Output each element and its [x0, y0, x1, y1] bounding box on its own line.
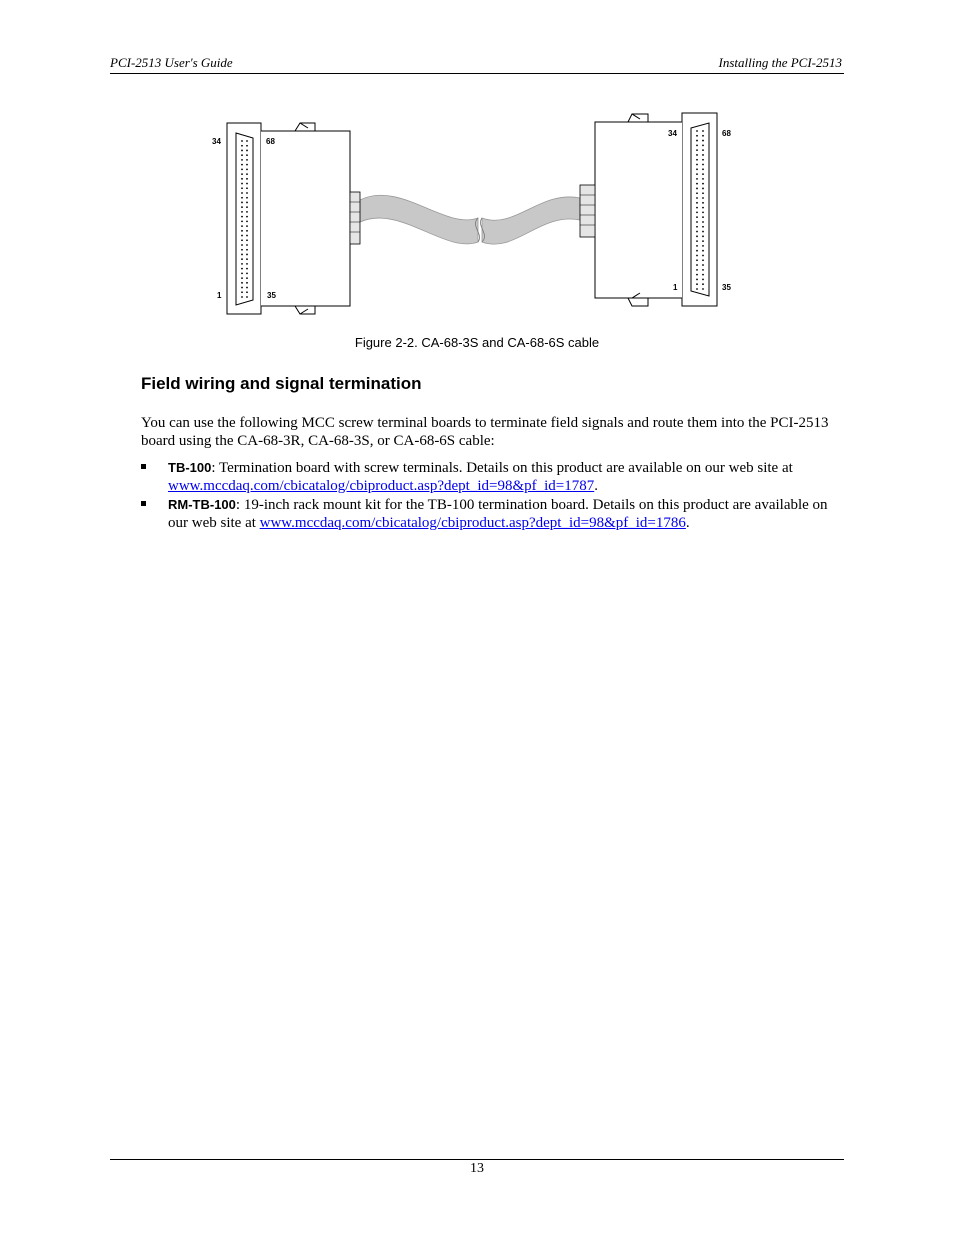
connector-pin: [241, 263, 243, 265]
connector-pin: [241, 268, 243, 270]
connector-pin: [241, 272, 243, 274]
connector-pin: [241, 220, 243, 222]
connector-pin: [241, 145, 243, 147]
connector-pin: [702, 288, 704, 290]
left-pin-label-35: 35: [267, 291, 276, 300]
product-description-tb-100: : Termination board with screw terminals. Details on this product are available on our web site at: [211, 460, 793, 476]
connector-pin: [702, 202, 704, 204]
connector-pin: [241, 197, 243, 199]
connector-pin: [696, 283, 698, 285]
connector-pin: [241, 216, 243, 218]
product-name-rm-tb-100: RM-TB-100: [168, 497, 236, 512]
connector-pin: [246, 268, 248, 270]
connector-pin: [241, 258, 243, 260]
connector-pin: [702, 221, 704, 223]
connector-pin: [696, 274, 698, 276]
footer-rule: [110, 1159, 844, 1160]
connector-pin: [696, 207, 698, 209]
connector-pin: [702, 130, 704, 132]
connector-pin: [246, 249, 248, 251]
connector-pin: [702, 207, 704, 209]
connector-pin: [246, 272, 248, 274]
connector-pin: [241, 154, 243, 156]
connector-pin: [696, 226, 698, 228]
connector-pin: [702, 173, 704, 175]
connector-pin: [246, 235, 248, 237]
connector-pin: [246, 140, 248, 142]
connector-pin: [241, 235, 243, 237]
right-latch-top: [628, 114, 648, 122]
connector-pin: [696, 221, 698, 223]
connector-pin: [241, 277, 243, 279]
connector-pin: [241, 225, 243, 227]
connector-pin: [246, 154, 248, 156]
connector-pin: [702, 178, 704, 180]
header-chapter-title: Installing the PCI-2513: [718, 55, 842, 70]
connector-pin: [246, 202, 248, 204]
right-pin-label-1: 1: [673, 283, 678, 292]
connector-pin: [241, 211, 243, 213]
figure-caption: Figure 2-2. CA-68-3S and CA-68-6S cable: [354, 335, 600, 350]
left-pin-label-34: 34: [212, 137, 221, 146]
connector-pin: [241, 296, 243, 298]
connector-pin: [241, 282, 243, 284]
connector-pin: [696, 288, 698, 290]
connector-pin: [696, 255, 698, 257]
connector-pin: [246, 187, 248, 189]
connector-pin: [696, 140, 698, 142]
connector-pin: [246, 296, 248, 298]
connector-pin: [696, 269, 698, 271]
connector-pin: [702, 216, 704, 218]
connector-pin: [696, 159, 698, 161]
left-pin-label-1: 1: [217, 291, 222, 300]
connector-pin: [702, 264, 704, 266]
connector-pin: [696, 250, 698, 252]
connector-pin: [241, 230, 243, 232]
connector-pin: [696, 216, 698, 218]
bullet-marker: [141, 501, 146, 506]
connector-pin: [702, 231, 704, 233]
connector-pin: [696, 183, 698, 185]
connector-pin: [702, 245, 704, 247]
cable-diagram: [200, 108, 760, 320]
connector-pin: [246, 216, 248, 218]
connector-pin: [241, 249, 243, 251]
connector-pin: [702, 140, 704, 142]
connector-pin: [241, 168, 243, 170]
connector-pin: [702, 149, 704, 151]
left-strain-relief: [350, 192, 360, 244]
connector-pin: [702, 279, 704, 281]
product-link-rm-tb-100[interactable]: www.mccdaq.com/cbicatalog/cbiproduct.asp?dept_id=98&pf_id=1786: [259, 515, 686, 531]
connector-pin: [246, 197, 248, 199]
connector-pin: [696, 130, 698, 132]
connector-pin: [246, 258, 248, 260]
connector-pin: [702, 144, 704, 146]
connector-pin: [696, 178, 698, 180]
connector-pin: [702, 164, 704, 166]
left-latch-bottom: [295, 306, 315, 314]
connector-pin: [246, 145, 248, 147]
connector-pin: [696, 264, 698, 266]
left-connector-housing: [261, 131, 350, 306]
connector-pin: [246, 168, 248, 170]
connector-pin: [241, 187, 243, 189]
connector-pin: [246, 164, 248, 166]
connector-pin: [246, 239, 248, 241]
left-latch-top: [295, 123, 315, 131]
connector-pin: [696, 231, 698, 233]
connector-pin: [241, 287, 243, 289]
list-item-rm-tb-100: RM-TB-100: 19-inch rack mount kit for the TB-100 termination board. Details on this product are available on our web site at www.mccdaq.com/cbicatalog/cbiproduct.asp?dept_id=98&pf_id=1786.: [141, 496, 841, 532]
connector-pin: [702, 259, 704, 261]
connector-pin: [702, 183, 704, 185]
connector-pin: [246, 178, 248, 180]
connector-pin: [246, 220, 248, 222]
connector-pin: [702, 197, 704, 199]
connector-pin: [696, 173, 698, 175]
right-pin-label-35: 35: [722, 283, 731, 292]
connector-pin: [702, 269, 704, 271]
connector-pin: [696, 149, 698, 151]
connector-pin: [702, 283, 704, 285]
termination-board-list: [141, 459, 841, 533]
connector-pin: [696, 197, 698, 199]
right-connector-housing: [595, 122, 682, 298]
page-number: 13: [470, 1161, 484, 1176]
cable-left-section: [360, 195, 478, 244]
connector-pin: [696, 154, 698, 156]
section-heading: Field wiring and signal termination: [141, 374, 422, 393]
connector-pin: [696, 245, 698, 247]
connector-pin: [246, 254, 248, 256]
connector-pin: [702, 135, 704, 137]
connector-pin: [246, 173, 248, 175]
connector-pin: [241, 254, 243, 256]
right-pin-label-68: 68: [722, 129, 731, 138]
connector-pin: [696, 202, 698, 204]
connector-pin: [246, 244, 248, 246]
connector-pin: [241, 150, 243, 152]
connector-pin: [241, 164, 243, 166]
connector-pin: [241, 159, 243, 161]
connector-pin: [246, 225, 248, 227]
connector-pin: [696, 164, 698, 166]
right-connector: [580, 113, 731, 306]
connector-pin: [241, 173, 243, 175]
connector-pin: [246, 211, 248, 213]
connector-pin: [246, 263, 248, 265]
connector-pin: [246, 183, 248, 185]
connector-pin: [702, 226, 704, 228]
connector-pin: [702, 154, 704, 156]
left-d-shell: [236, 133, 253, 305]
connector-pin: [702, 240, 704, 242]
left-pin-label-68: 68: [266, 137, 275, 146]
connector-pin: [696, 144, 698, 146]
product-description-rm-tb-100: : 19-inch rack mount kit for the TB-100 termination board. Details on this product are available on our web site at: [168, 497, 828, 531]
connector-pin: [696, 279, 698, 281]
product-name-tb-100: TB-100: [168, 460, 212, 475]
connector-pin: [702, 168, 704, 170]
connector-pin: [696, 240, 698, 242]
product-link-tb-100[interactable]: www.mccdaq.com/cbicatalog/cbiproduct.asp?dept_id=98&pf_id=1787: [168, 478, 595, 494]
connector-pin: [241, 244, 243, 246]
connector-pin: [241, 183, 243, 185]
connector-pin: [241, 192, 243, 194]
connector-pin: [702, 159, 704, 161]
header-doc-title: PCI-2513 User's Guide: [110, 55, 233, 70]
connector-pin: [246, 206, 248, 208]
connector-pin: [246, 192, 248, 194]
connector-pin: [246, 230, 248, 232]
connector-pin: [241, 140, 243, 142]
connector-pin: [246, 150, 248, 152]
right-d-shell: [691, 123, 709, 296]
list-item-tb-100: TB-100: Termination board with screw terminals. Details on this product are available on our web site at www.mccdaq.com/cbicatalog/cbiproduct.asp?dept_id=98&pf_id=1787.: [141, 459, 841, 495]
connector-pin: [241, 178, 243, 180]
connector-pin: [696, 168, 698, 170]
connector-pin: [702, 211, 704, 213]
left-connector: [212, 123, 360, 314]
connector-pin: [696, 259, 698, 261]
cable-right-section: [482, 197, 580, 244]
header-rule: [110, 73, 844, 74]
connector-pin: [696, 188, 698, 190]
intro-paragraph: You can use the following MCC screw terminal boards to terminate field signals and route them into the PCI-2513 board using the CA-68-3R, CA-68-3S, or CA-68-6S cable:: [141, 415, 829, 449]
connector-pin: [696, 211, 698, 213]
bullet-marker: [141, 464, 146, 469]
right-pin-label-34: 34: [668, 129, 677, 138]
connector-pin: [241, 206, 243, 208]
right-strain-relief: [580, 185, 595, 237]
connector-pin: [246, 277, 248, 279]
connector-pin: [702, 235, 704, 237]
connector-pin: [702, 274, 704, 276]
connector-pin: [702, 255, 704, 257]
connector-pin: [241, 239, 243, 241]
connector-pin: [696, 192, 698, 194]
connector-pin: [241, 202, 243, 204]
connector-pin: [241, 291, 243, 293]
connector-pin: [702, 192, 704, 194]
connector-pin: [246, 282, 248, 284]
connector-pin: [246, 159, 248, 161]
connector-pin: [702, 188, 704, 190]
connector-pin: [246, 287, 248, 289]
connector-pin: [246, 291, 248, 293]
connector-pin: [696, 135, 698, 137]
connector-pin: [696, 235, 698, 237]
connector-pin: [702, 250, 704, 252]
